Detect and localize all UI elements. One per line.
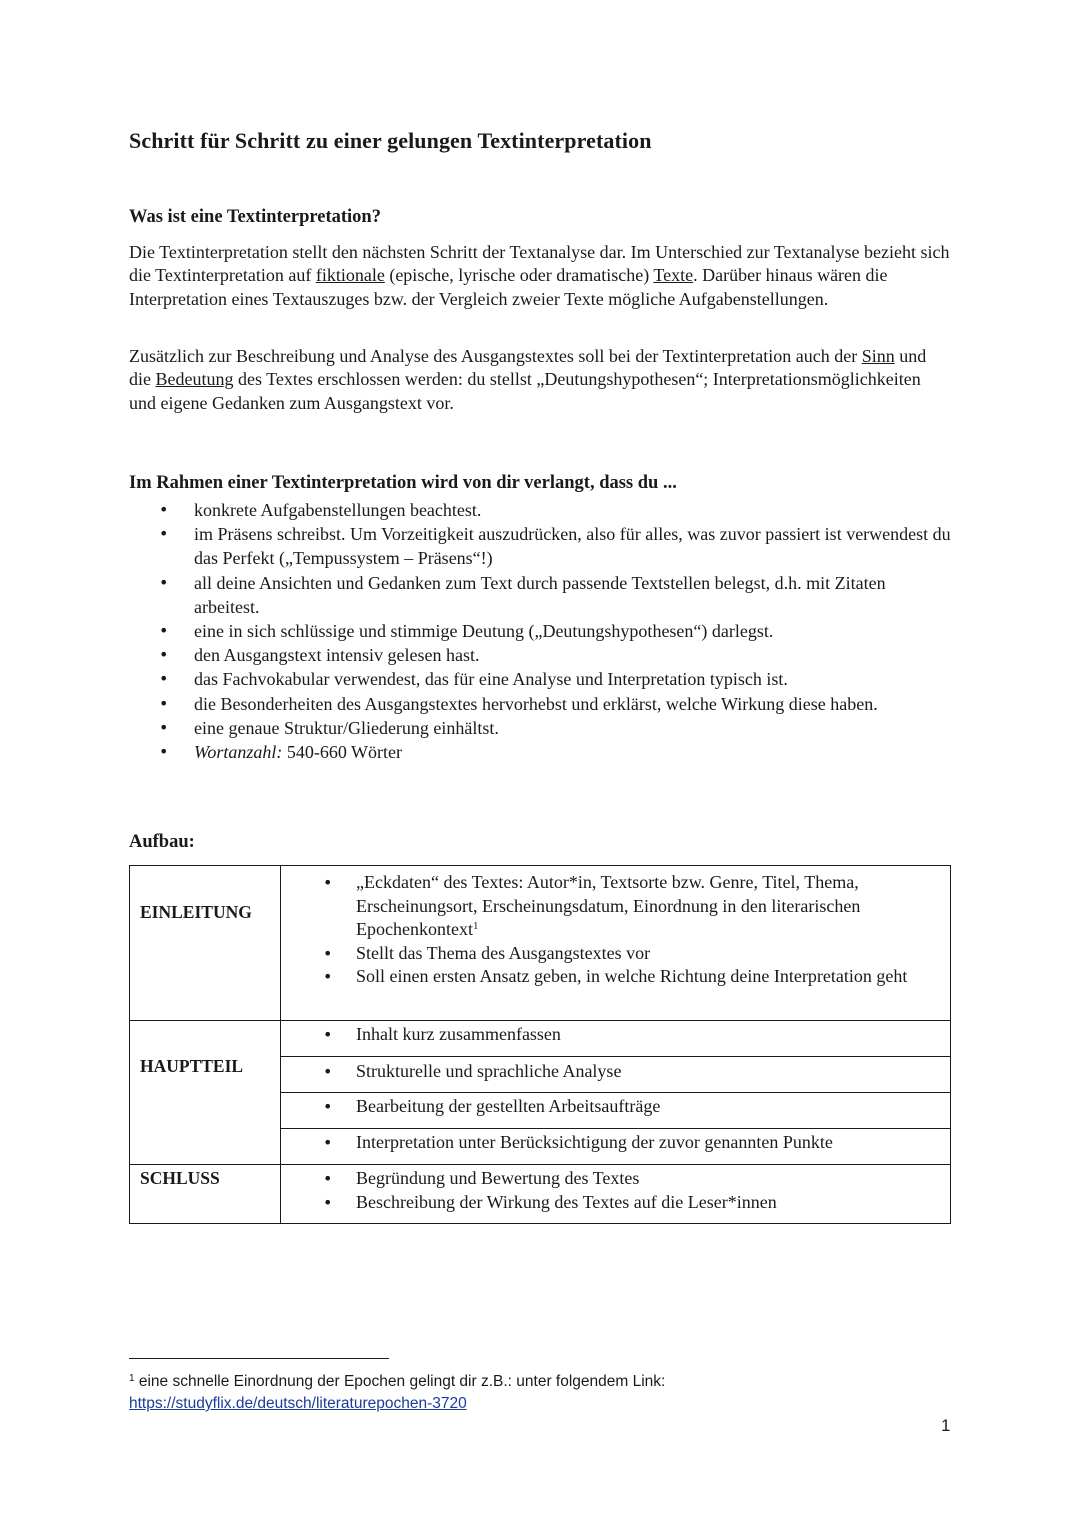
text-span: und die [129, 346, 927, 390]
list-item: • im Präsens schreibst. Um Vorzeitigkeit auszudrücken, also für alles, was zuvor passiert ist verwendest du das Perfekt („Tempussystem – Präsens“!) [129, 522, 951, 570]
hauptteil-list [281, 1095, 950, 1119]
page-number: 1 [941, 1416, 951, 1435]
list-item: • Inhalt kurz zusammenfassen [281, 1023, 950, 1047]
table-label-cell [130, 1165, 281, 1224]
paragraph-definition [129, 241, 951, 311]
list-item: • Beschreibung der Wirkung des Textes auf die Leser*innen [281, 1191, 950, 1215]
underlined-term: fiktionale [315, 265, 385, 286]
footnote-text: eine schnelle Einordnung der Epochen gelingt dir z.B.: unter folgendem Link: [134, 1373, 666, 1390]
list-item: • Strukturelle und sprachliche Analyse [281, 1060, 950, 1084]
list-item-wordcount [129, 740, 951, 764]
list-item: • die Besonderheiten des Ausgangstextes hervorhebst und erklärst, welche Wirkung diese haben. [129, 692, 951, 716]
text-span: Die Textinterpretation stellt den nächsten Schritt der Textanalyse dar. Im Unterschied zur Textanalyse bezieht sich die Textinterpretation auf [129, 242, 950, 286]
list-item: • Interpretation unter Berücksichtigung der zuvor genannten Punkte [281, 1131, 950, 1155]
einleitung-list [281, 871, 950, 989]
table-label-cell [130, 866, 281, 1021]
paragraph-meaning [129, 345, 951, 415]
list-item: • Soll einen ersten Ansatz geben, in welche Richtung deine Interpretation geht [281, 965, 950, 989]
text-span: des Textes erschlossen werden: du stellst „Deutungshypothesen“; Interpretationsmöglichkeiten und eigene Gedanken zum Ausgangstext vor. [129, 369, 921, 413]
label-hauptteil: HAUPTTEIL [140, 1056, 244, 1076]
requirements-list [129, 498, 951, 764]
page-title: Schritt für Schritt zu einer gelungen Textinterpretation [129, 128, 652, 153]
list-item: • eine in sich schlüssige und stimmige Deutung („Deutungshypothesen“) darlegst. [129, 619, 951, 643]
underlined-term: Bedeutung [155, 369, 234, 390]
text-span: . Darüber hinaus wären die Interpretation eines Textauszuges bzw. der Vergleich zweier Texte mögliche Aufgabenstellungen. [129, 265, 888, 309]
wordcount-label: Wortanzahl: [194, 742, 283, 763]
table-content-cell [281, 1093, 951, 1129]
wordcount-value: 540-660 Wörter [282, 742, 402, 763]
underlined-term: Sinn [861, 346, 895, 366]
structure-table [129, 865, 951, 1224]
heading-was-ist: Was ist eine Textinterpretation? [129, 207, 381, 227]
footnote [129, 1371, 951, 1415]
heading-anforderungen: Im Rahmen einer Textinterpretation wird von dir verlangt, dass du ... [129, 473, 677, 493]
text-span: Zusätzlich zur Beschreibung und Analyse des Ausgangstextes soll bei der Textinterpretation auch der [129, 346, 862, 366]
table-content-cell [281, 866, 951, 1021]
footnote-number: 1 [129, 1373, 135, 1384]
hauptteil-list [281, 1060, 950, 1084]
footnote-ref: 1 [472, 920, 479, 933]
list-item: • eine genaue Struktur/Gliederung einhältst. [129, 716, 951, 740]
label-schluss: SCHLUSS [140, 1168, 220, 1188]
hauptteil-list [281, 1131, 950, 1155]
table-content-cell [281, 1129, 951, 1165]
heading-aufbau: Aufbau: [129, 832, 195, 852]
footnote-link[interactable]: https://studyflix.de/deutsch/literaturepochen-3720 [129, 1395, 467, 1412]
list-item: • all deine Ansichten und Gedanken zum Text durch passende Textstellen belegst, d.h. mit Zitaten arbeitest. [129, 571, 951, 619]
table-row-einleitung [130, 866, 951, 1021]
list-item: • Stellt das Thema des Ausgangstextes vor [281, 942, 950, 966]
document-page [129, 0, 951, 1527]
hauptteil-list [281, 1023, 950, 1047]
label-einleitung: EINLEITUNG [140, 902, 252, 922]
list-item: • konkrete Aufgabenstellungen beachtest. [129, 498, 951, 522]
footnote-divider [129, 1358, 389, 1359]
table-content-cell [281, 1057, 951, 1093]
table-row-schluss [130, 1165, 951, 1224]
table-content-cell [281, 1021, 951, 1057]
list-item: • das Fachvokabular verwendest, das für eine Analyse und Interpretation typisch ist. [129, 667, 951, 691]
table-row-hauptteil-1 [130, 1021, 951, 1057]
item-text: „Eckdaten“ des Textes: Autor*in, Textsorte bzw. Genre, Titel, Thema, Erscheinungsort, Erscheinungsdatum, Einordnung in den literarischen Epochenkontext [356, 872, 861, 940]
list-item: • Bearbeitung der gestellten Arbeitsaufträge [281, 1095, 950, 1119]
table-content-cell [281, 1165, 951, 1224]
text-span: (epische, lyrische oder dramatische) [384, 265, 654, 286]
list-item: • Begründung und Bewertung des Textes [281, 1167, 950, 1191]
list-item [281, 871, 950, 942]
list-item: • den Ausgangstext intensiv gelesen hast. [129, 643, 951, 667]
schluss-list [281, 1167, 950, 1214]
underlined-term: Texte [653, 265, 694, 286]
table-label-cell [130, 1021, 281, 1165]
